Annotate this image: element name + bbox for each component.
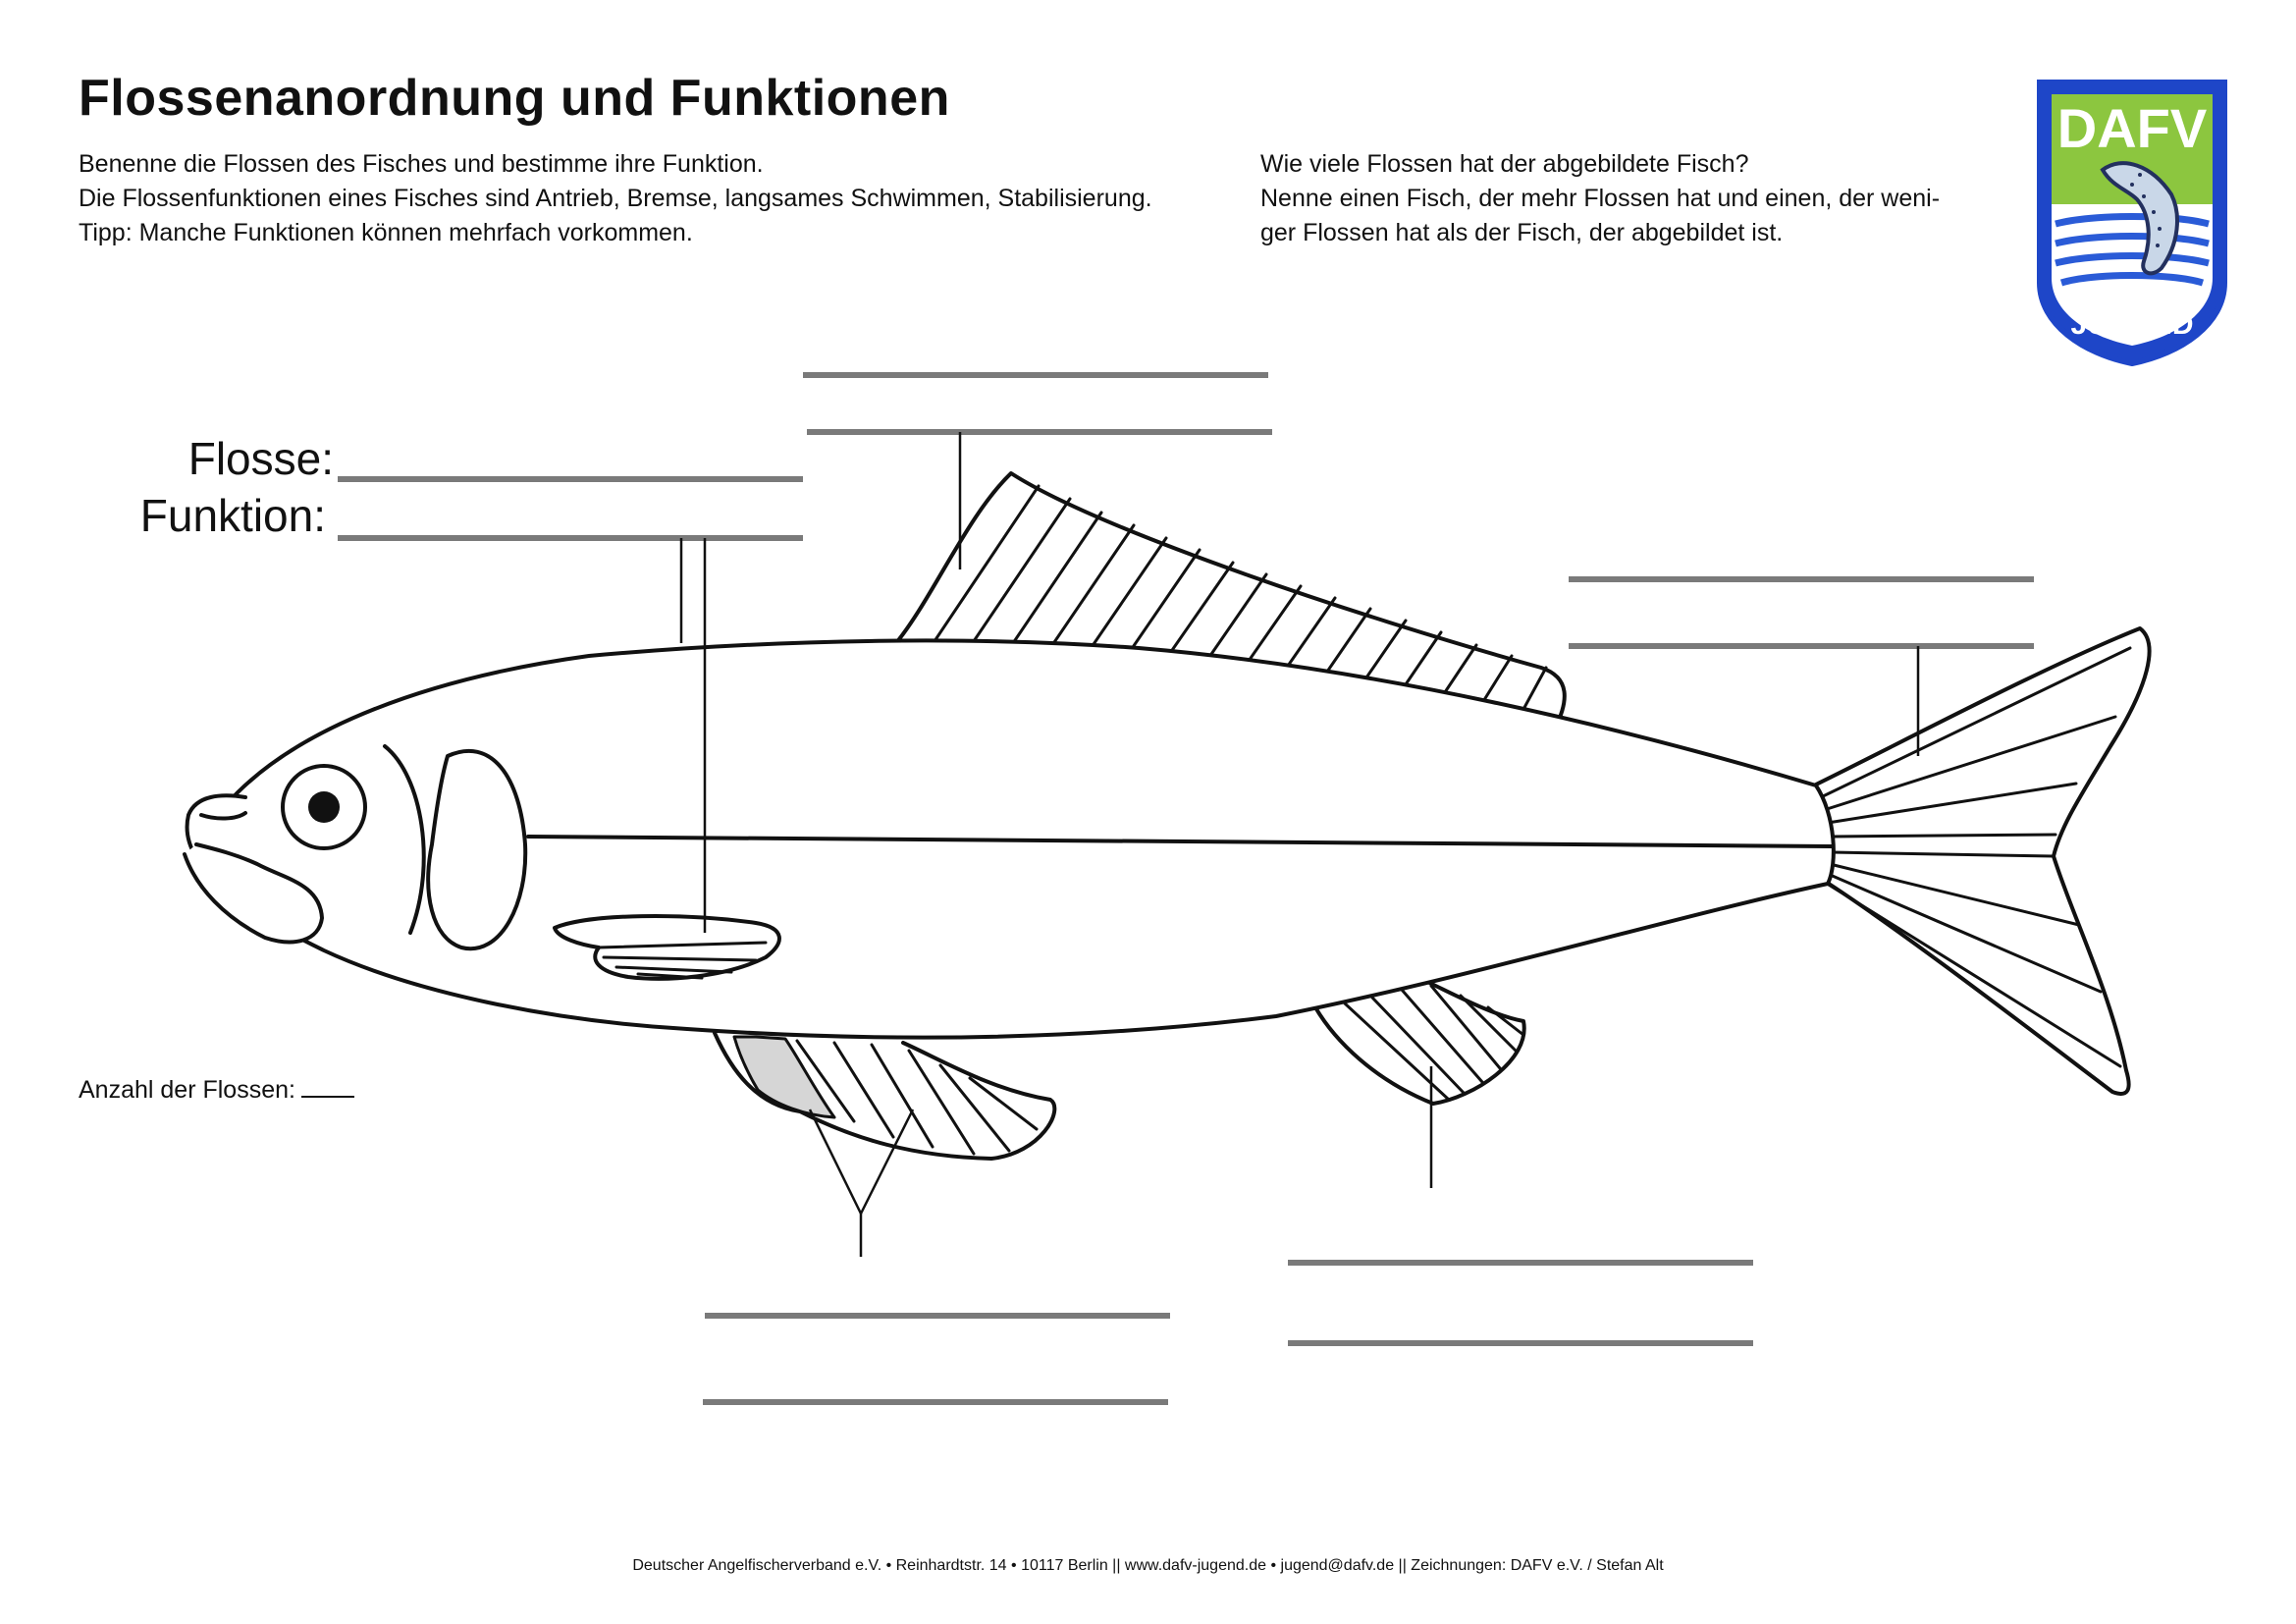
label-funktion: Funktion: xyxy=(139,490,326,541)
footer: Deutscher Angelfischerverband e.V. • Reinhardtstr. 14 • 10117 Berlin || www.dafv-jugend.de • jugend@dafv.de || Zeichnungen: DAFV e.V. / Stefan Alt xyxy=(632,1557,1664,1574)
instruction-line: Tipp: Manche Funktionen können mehrfach vorkommen. xyxy=(79,219,693,246)
label-flosse: Flosse: xyxy=(187,433,334,484)
gill-cover xyxy=(428,751,525,948)
caudal-fin xyxy=(1814,628,2150,1094)
instruction-line: Benenne die Flossen des Fisches und bestimme ihre Funktion. xyxy=(79,150,764,178)
logo-bottom-text: JUGEND xyxy=(2070,308,2194,341)
logo-top-text: DAFV xyxy=(2056,97,2208,159)
pupil xyxy=(308,791,340,823)
instruction-line: Die Flossenfunktionen eines Fisches sind Antrieb, Bremse, langsames Schwimmen, Stabilisierung. xyxy=(79,185,1152,212)
question-line: Wie viele Flossen hat der abgebildete Fisch? xyxy=(1260,150,1749,178)
question-line: Nenne einen Fisch, der mehr Flossen hat und einen, der weni- xyxy=(1260,185,1941,212)
dafv-jugend-logo xyxy=(2034,77,2230,367)
fin-count-label: Anzahl der Flossen: xyxy=(79,1076,295,1104)
page-title: Flossenanordnung und Funktionen xyxy=(79,70,950,127)
question-line: ger Flossen hat als der Fisch, der abgebildet ist. xyxy=(1260,219,1784,246)
